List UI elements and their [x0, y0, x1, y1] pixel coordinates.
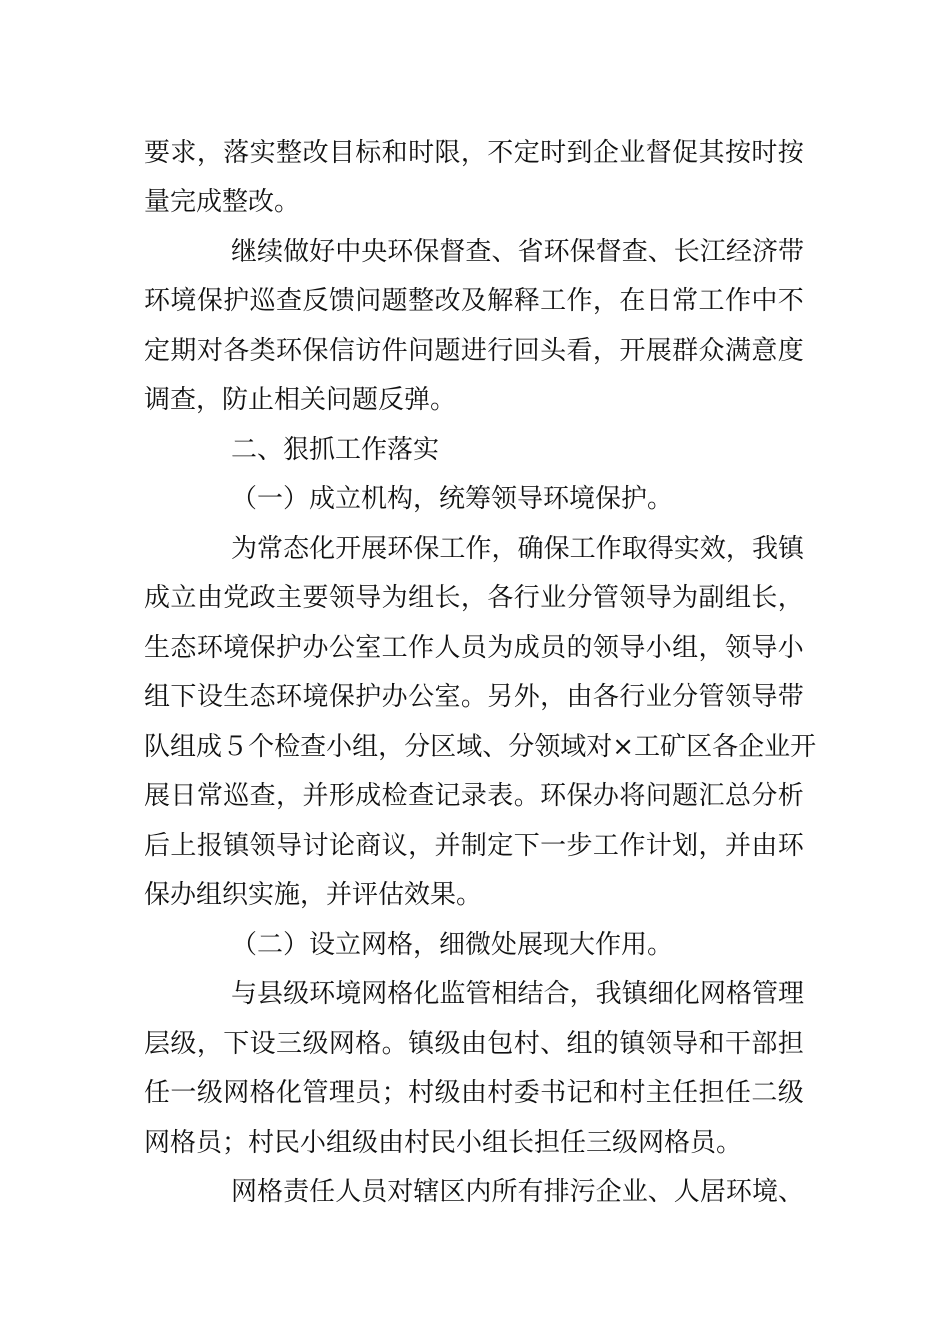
text-line-2: 量完成整改。: [144, 187, 301, 217]
text-line-14: 展 日 常 巡 查 ， 并 形 成 检 查 记 录 表 。 环 保 办 将 问 题 汇 总 分 析: [144, 781, 804, 811]
text-line-15: 后 上 报 镇 领 导 讨 论 商 议 ， 并 制 定 下 一 步 工 作 计 划 ， 并 由 环: [144, 831, 804, 861]
text-line-13: 队 组 成 ５ 个 检 查 小 组 ， 分 区 域 、 分 领 域 对 × 工 矿 区 各 企 业 开: [144, 732, 817, 762]
text-line-6: 调查，防止相关问题反弹。: [144, 385, 457, 415]
text-line-11: 生 态 环 境 保 护 办 公 室 工 作 人 员 为 成 员 的 领 导 小 组 ， 领 导 小: [144, 633, 804, 663]
text-line-19: 层 级 ， 下 设 三 级 网 格 。 镇 级 由 包 村 、 组 的 镇 领 导 和 干 部 担: [144, 1029, 804, 1059]
text-line-18: 与 县 级 环 境 网 格 化 监 管 相 结 合 ， 我 镇 细 化 网 格 管 理: [231, 979, 804, 1009]
subsection-heading-2: （二）设立网格，细微处展现大作用。: [231, 930, 674, 960]
section-heading: 二、狠抓工作落实: [231, 435, 440, 465]
text-line-21: 网格员；村民小组级由村民小组长担任三级网格员。: [144, 1128, 743, 1158]
text-line-4: 环 境 保 护 巡 查 反 馈 问 题 整 改 及 解 释 工 作 ， 在 日 常 工 作 中 不: [144, 286, 804, 316]
text-line-12: 组 下 设 生 态 环 境 保 护 办 公 室 。 另 外 ， 由 各 行 业 分 管 领 导 带: [144, 682, 804, 712]
text-line-10: 成 立 由 党 政 主 要 领 导 为 组 长 ， 各 行 业 分 管 领 导 为 副 组 长 ，: [144, 583, 804, 613]
subsection-heading-1: （一）成立机构，统筹领导环境保护。: [231, 484, 674, 514]
text-line-16: 保办组织实施，并评估效果。: [144, 880, 483, 910]
text-line-3: 继 续 做 好 中 央 环 保 督 查 、 省 环 保 督 查 、 长 江 经 济 带: [231, 237, 804, 267]
text-line-1: 要 求 ， 落 实 整 改 目 标 和 时 限 ， 不 定 时 到 企 业 督 促 其 按 时 按: [144, 138, 804, 168]
text-line-22: 网 格 责 任 人 员 对 辖 区 内 所 有 排 污 企 业 、 人 居 环 境 、: [231, 1177, 804, 1207]
text-line-9: 为 常 态 化 开 展 环 保 工 作 ， 确 保 工 作 取 得 实 效 ， 我 镇: [231, 534, 804, 564]
text-line-20: 任 一 级 网 格 化 管 理 员 ； 村 级 由 村 委 书 记 和 村 主 任 担 任 二 级: [144, 1078, 804, 1108]
text-line-5: 定 期 对 各 类 环 保 信 访 件 问 题 进 行 回 头 看 ， 开 展 群 众 满 意 度: [144, 336, 804, 366]
